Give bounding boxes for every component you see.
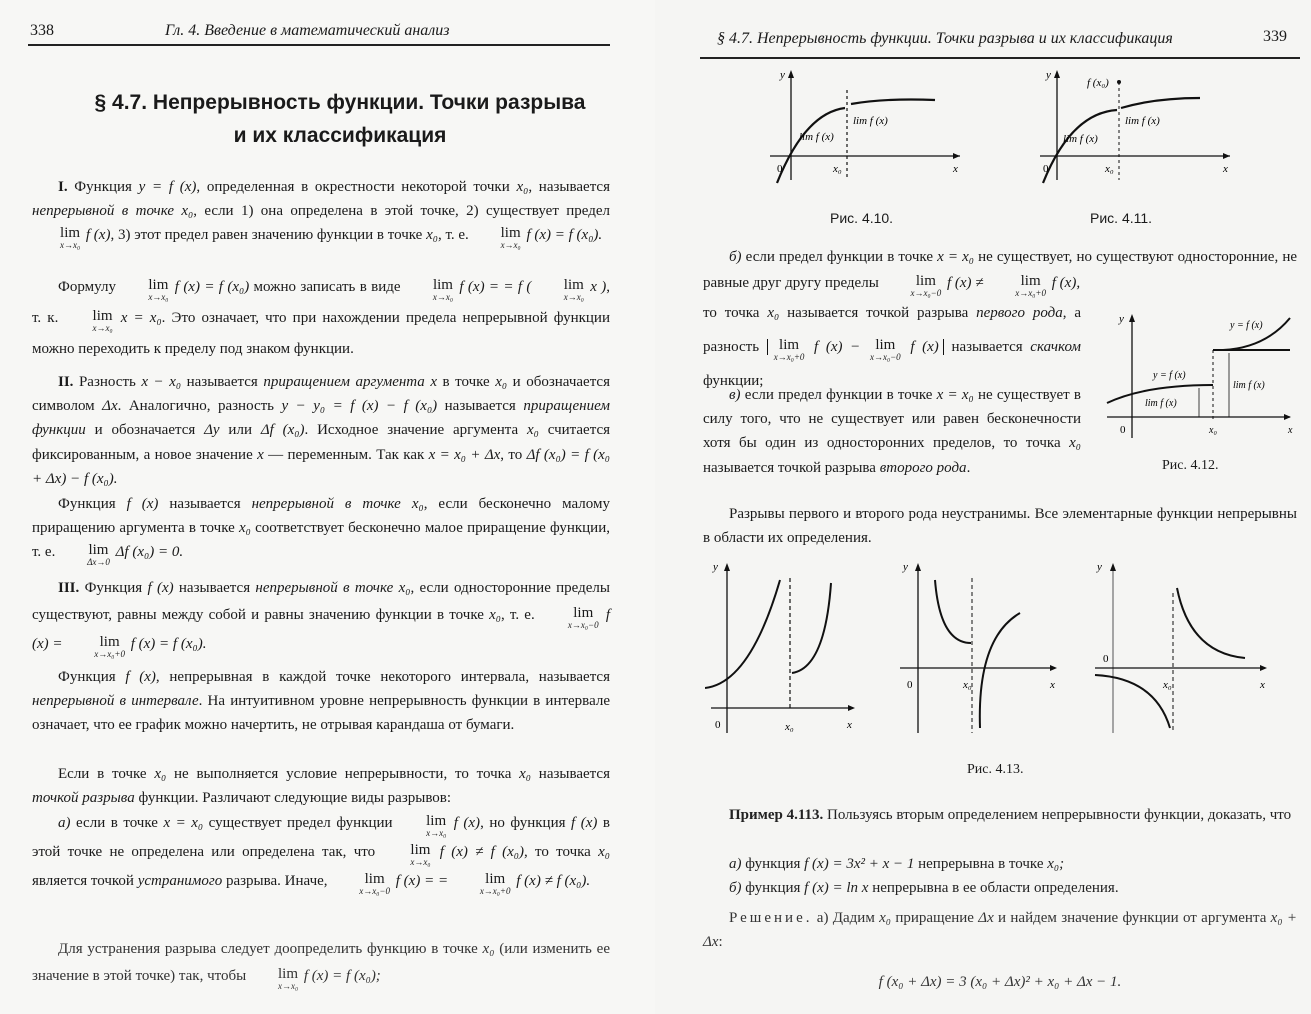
paragraph-definition-III: III. Функция f (x) называется непрерывной в точке x₀, если односторонние пределы существуют, равны между собой и равны значению функции в точке x₀, т. е. lim x→x₀−0 f (x) = lim x→x₀+0 f (x) = f (x₀). bbox=[32, 580, 610, 659]
section-title-line2: и их классификация bbox=[233, 124, 447, 147]
svg-text:x: x bbox=[1260, 679, 1265, 691]
limit-expression: lim x→x₀−0 bbox=[910, 273, 942, 298]
paragraph-case-b-intro: б) если предел функции в точке x = x₀ не существует, но существуют односторонние, не равные друг другу пределы lim x→x₀−0 f (x) ≠ lim x→x₀+0 f (x), bbox=[703, 249, 1298, 298]
header-rule bbox=[28, 44, 610, 46]
figure-4-11 bbox=[1035, 68, 1235, 188]
svg-text:lim f (x): lim f (x) bbox=[1063, 133, 1098, 145]
running-head: § 4.7. Непрерывность функции. Точки разрыва и их классификация bbox=[717, 30, 1173, 47]
svg-text:x: x bbox=[1050, 679, 1055, 691]
limit-expression: lim x→x₀ bbox=[60, 225, 81, 251]
svg-text:x₀: x₀ bbox=[1209, 425, 1217, 436]
section-title bbox=[60, 86, 620, 152]
solution-text: Решение. а) Дадим x₀ приращение Δx и найдем значение функции от аргумента x₀ + Δx: bbox=[703, 910, 1297, 951]
svg-text:0: 0 bbox=[1120, 424, 1126, 436]
limit-expression: lim x→x₀−0 bbox=[359, 871, 390, 896]
svg-text:lim f (x): lim f (x) bbox=[799, 131, 834, 143]
limit-expression: lim x→x₀ bbox=[277, 966, 299, 991]
limit-expression: lim x→x₀ bbox=[563, 277, 584, 302]
page-number: 339 bbox=[1263, 28, 1287, 45]
limit-expression: lim x→x₀+0 bbox=[479, 871, 511, 896]
limit-expression: lim x→x₀ bbox=[92, 308, 113, 333]
figure-caption: Рис. 4.13. bbox=[967, 762, 1024, 777]
svg-text:x: x bbox=[953, 163, 958, 175]
paragraph-summary: Разрывы первого и второго рода неустранимы. Все элементарные функции непрерывны в области их определения. bbox=[703, 506, 1297, 547]
figure-4-12 bbox=[1105, 310, 1295, 440]
paragraph-case-a: а) если в точке x = x₀ существует предел функции lim x→x₀ f (x), но функция f (x) в этой точке не определена или определена так, что lim x→x₀ f (x) ≠ f (x₀), то точка x₀ является точкой устранимого разрыва. Иначе, lim x→x₀−0 f (x) = = lim x→x₀+0 f (x) ≠ f (x₀). bbox=[32, 813, 610, 896]
figure-4-13 bbox=[705, 558, 1305, 743]
example-item-b: б) функция f (x) = ln x непрерывна в ее области определения. bbox=[729, 880, 1119, 896]
svg-text:x₀: x₀ bbox=[1105, 163, 1114, 175]
limit-expression: lim x→x₀ bbox=[432, 277, 454, 302]
left-page bbox=[0, 0, 655, 1014]
paragraph-formula: Формулу lim x→x₀ f (x) = f (x₀) можно записать в виде lim x→x₀ f (x) = = f ( lim x→x₀ x ), т. к. lim x→x₀ x = x₀. Это означает, что при нахождении предела непрерывной функции можно переходить к пределу под знаком функции. bbox=[32, 277, 610, 357]
page-number: 338 bbox=[30, 22, 54, 39]
svg-text:y: y bbox=[1119, 313, 1124, 325]
limit-expression: lim x→x₀+0 bbox=[94, 634, 125, 659]
paragraph-definition-II: II. Разность x − x₀ называется приращением аргумента x в точке x₀ и обозначается символом Δx. Аналогично, разность y − y₀ = f (x) − f (x₀) называется приращением функции и обозначается Δy или Δf (x₀). Исходное значение аргумента x₀ считается фиксированным, а новое значение x — переменным. Так как x = x₀ + Δx, то Δf (x₀) = f (x₀ + Δx) − f (x₀). bbox=[32, 374, 611, 487]
panel-1 bbox=[705, 561, 855, 733]
svg-text:y = f (x): y = f (x) bbox=[1153, 370, 1186, 381]
figure-4-10 bbox=[765, 68, 965, 188]
section-title-line1: § 4.7. Непрерывность функции. Точки разрыва bbox=[94, 91, 586, 114]
svg-text:lim f (x): lim f (x) bbox=[853, 115, 888, 127]
svg-text:f (x₀): f (x₀) bbox=[1087, 77, 1109, 89]
limit-expression: lim Δx→0 bbox=[87, 542, 110, 568]
svg-text:lim f (x): lim f (x) bbox=[1145, 398, 1177, 409]
svg-text:x: x bbox=[847, 719, 852, 731]
limit-expression: lim x→x₀ bbox=[148, 277, 169, 302]
svg-text:x₀: x₀ bbox=[1163, 679, 1172, 691]
svg-text:y: y bbox=[713, 561, 718, 573]
svg-text:y: y bbox=[1097, 561, 1102, 573]
figure-caption: Рис. 4.12. bbox=[1162, 458, 1219, 473]
header-rule bbox=[700, 57, 1300, 59]
svg-text:lim f (x): lim f (x) bbox=[1125, 115, 1160, 127]
svg-text:0: 0 bbox=[715, 719, 721, 731]
svg-text:y: y bbox=[1046, 69, 1051, 81]
svg-text:x: x bbox=[1223, 163, 1228, 175]
limit-expression: lim x→x₀ bbox=[500, 225, 521, 251]
svg-text:x₀: x₀ bbox=[963, 679, 972, 691]
svg-text:x₀: x₀ bbox=[833, 163, 842, 175]
limit-expression: lim x→x₀+0 bbox=[1015, 273, 1046, 298]
figure-caption: Рис. 4.10. bbox=[830, 210, 894, 226]
svg-text:0: 0 bbox=[1043, 163, 1049, 175]
paragraph-case-b-jump: то точка x₀ называется точкой разрыва первого рода, а разность lim x→x₀+0 f (x) − lim x→x₀−0 f (x) называется скачком функции; bbox=[703, 305, 1082, 389]
panel-2 bbox=[900, 561, 1057, 733]
svg-text:0: 0 bbox=[1103, 653, 1109, 665]
figure-caption: Рис. 4.11. bbox=[1090, 210, 1153, 226]
right-page bbox=[655, 0, 1311, 1014]
svg-text:x₀: x₀ bbox=[785, 721, 794, 733]
running-head: Гл. 4. Введение в математический анализ bbox=[165, 22, 450, 39]
svg-text:y = f (x): y = f (x) bbox=[1230, 320, 1263, 331]
svg-text:lim f (x): lim f (x) bbox=[1233, 380, 1265, 391]
svg-text:0: 0 bbox=[907, 679, 913, 691]
paragraph-continuous-interval: Функция f (x), непрерывная в каждой точке некоторого интервала, называется непрерывной в интервале. На интуитивном уровне непрерывность функции в интервале означает, что ее график можно начертить, не отрывая карандаша от бумаги. bbox=[32, 669, 610, 734]
panel-3 bbox=[1095, 561, 1267, 733]
paragraph-break-point: Если в точке x₀ не выполняется условие непрерывности, то точка x₀ называется точкой разрыва функции. Различают следующие виды разрывов: bbox=[32, 766, 610, 807]
paragraph-definition-I: I. Функция y = f (x), определенная в окрестности некоторой точки x₀, называется непрерывной в точке x₀, если 1) она определена в этой точке, 2) существует предел lim x→x₀ f (x), 3) этот предел равен значению функции в точке x₀, т. е. lim x→x₀ f (x) = f (x₀). bbox=[32, 179, 611, 251]
limit-expression: lim x→x₀−0 bbox=[567, 605, 599, 630]
limit-expression: lim x→x₀ bbox=[410, 842, 431, 867]
example-item-a: а) функция f (x) = 3x² + x − 1 непрерывна в точке x₀; bbox=[729, 856, 1065, 872]
paragraph-case-v: в) если предел функции в точке x = x₀ не существует в силу того, что не существует или равен бесконечности хотя бы один из односторонних пределов, то точка x₀ называется точкой разрыва второго рода. bbox=[703, 387, 1082, 476]
svg-text:x: x bbox=[1288, 425, 1293, 436]
svg-text:y: y bbox=[780, 69, 785, 81]
solution-formula: f (x₀ + Δx) = 3 (x₀ + Δx)² + x₀ + Δx − 1. bbox=[878, 974, 1122, 990]
example-statement: Пример 4.113. Пользуясь вторым определением непрерывности функции, доказать, что bbox=[729, 807, 1292, 823]
paragraph-definition-II-b: Функция f (x) называется непрерывной в точке x₀, если бесконечно малому приращению аргумента в точке x₀ соответствует бесконечно малое приращение функции, т. е. lim Δx→0 Δf (x₀) = 0. bbox=[32, 496, 610, 568]
limit-expression: lim x→x₀ bbox=[426, 813, 447, 838]
paragraph-removal: Для устранения разрыва следует доопределить функцию в точке x₀ (или изменить ее значение в этой точке) так, чтобы lim x→x₀ f (x) = f (x₀); bbox=[32, 941, 610, 991]
svg-text:0: 0 bbox=[777, 163, 783, 175]
svg-text:y: y bbox=[903, 561, 908, 573]
absolute-value: lim x→x₀+0 f (x) − lim x→x₀−0 f (x) bbox=[767, 339, 944, 355]
